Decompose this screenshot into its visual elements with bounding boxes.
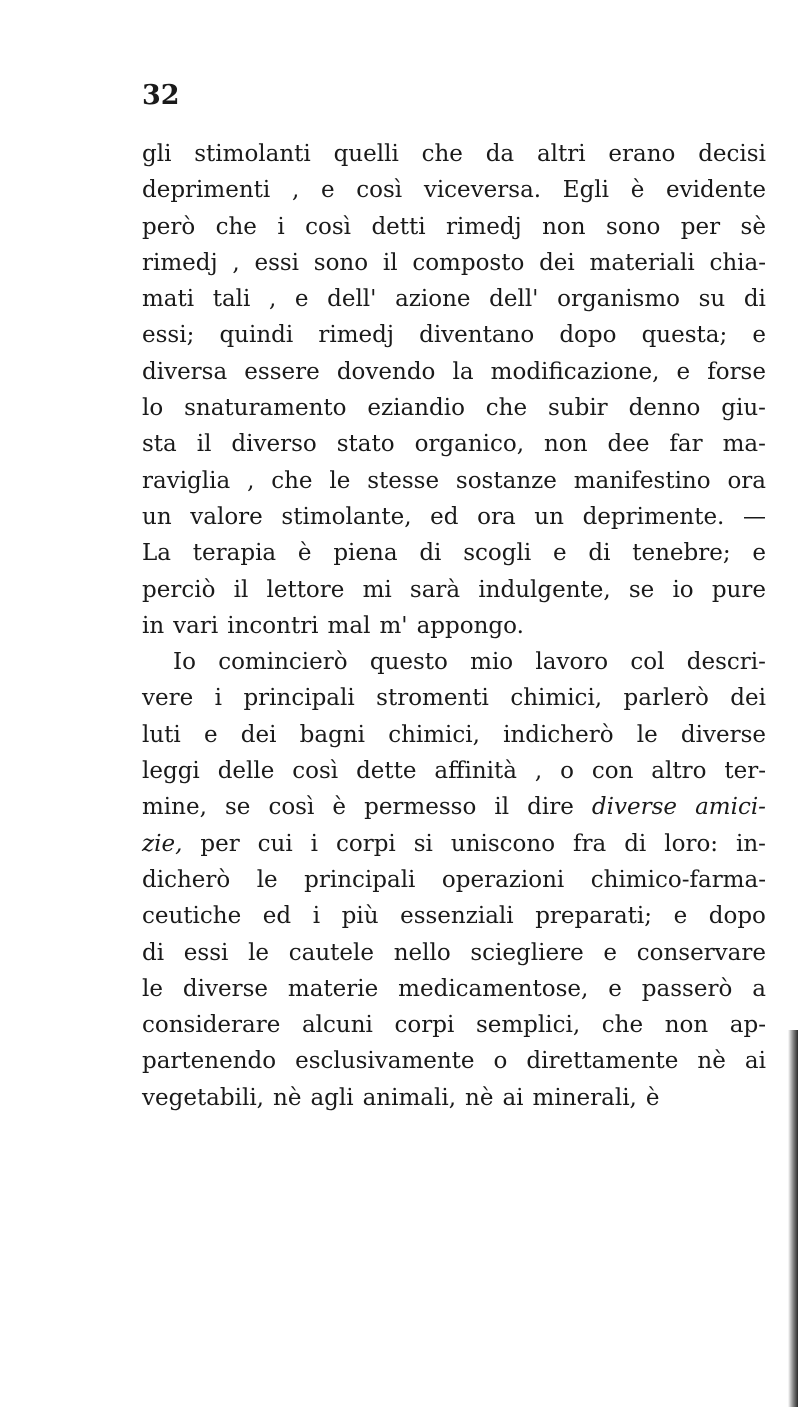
word: così (292, 758, 339, 785)
word: animali, (362, 1084, 457, 1111)
word: passerò (641, 975, 733, 1002)
word: lo (142, 395, 164, 422)
word: composto (412, 249, 525, 276)
text-line (142, 862, 766, 898)
word: gli (142, 141, 172, 167)
word: minerali, (532, 1084, 637, 1111)
word: dicherò (142, 866, 231, 893)
text-line (142, 317, 766, 353)
word: evidente (666, 177, 766, 204)
word: tali (212, 286, 251, 313)
page-number: 32 (142, 80, 180, 111)
word: le (636, 721, 658, 748)
word: mati (142, 286, 195, 313)
word: terapia (192, 540, 277, 567)
word: dell' (327, 286, 377, 313)
text-line (142, 753, 766, 789)
word: esclusivamente (295, 1048, 475, 1075)
text-line (142, 354, 766, 390)
word: leggi (142, 758, 200, 785)
word: stimolanti (194, 141, 311, 167)
word: viceversa. (423, 177, 542, 204)
word: ter- (724, 758, 766, 785)
text-line (142, 1043, 766, 1079)
word: però (142, 213, 196, 240)
word: erano (608, 141, 676, 167)
word: vegetabili, (142, 1084, 264, 1111)
word: per (200, 830, 240, 857)
word: i (214, 685, 223, 712)
text-line (142, 1080, 766, 1116)
word: e (552, 540, 567, 567)
word: le (142, 975, 163, 1002)
word: considerare (142, 1012, 281, 1039)
word: le (329, 467, 351, 494)
word: ap- (729, 1012, 766, 1039)
word: se (224, 794, 251, 821)
word: sta (142, 431, 177, 458)
word: che (421, 141, 463, 167)
word: , (534, 758, 543, 785)
word: zie, (142, 830, 183, 857)
text-line (142, 608, 766, 644)
word: , (268, 286, 277, 313)
word: dire (527, 794, 574, 821)
word: cautele (288, 939, 374, 966)
word: luti (142, 721, 181, 748)
word: direttamente (526, 1048, 679, 1075)
word: m' (379, 612, 408, 639)
text-line (142, 572, 766, 608)
word: lettore (266, 576, 345, 603)
word: sciegliere (470, 939, 584, 966)
text-line (142, 1007, 766, 1043)
word: amici- (695, 794, 766, 821)
word: a (752, 975, 766, 1002)
word: di (419, 540, 442, 567)
word: il (196, 431, 212, 458)
text-line (142, 499, 766, 535)
word: si (413, 830, 433, 857)
word: subir (547, 395, 608, 422)
word: Egli (562, 177, 610, 204)
word: indicherò (503, 721, 614, 748)
word: lavoro (535, 649, 609, 676)
word: quelli (333, 141, 399, 167)
word: quindi (219, 322, 294, 349)
word: il (382, 249, 398, 276)
word: loro: (664, 830, 719, 857)
word: diventano (419, 322, 535, 349)
word: così (356, 177, 403, 204)
word: è (630, 177, 645, 204)
word: è (645, 1084, 660, 1111)
word: corpi (394, 1012, 455, 1039)
word: è (297, 540, 312, 567)
word: dette (356, 758, 417, 785)
word: di (588, 540, 611, 567)
word: le (248, 939, 270, 966)
word: sostanze (455, 467, 557, 494)
word: e (752, 540, 766, 567)
word: di (624, 830, 647, 857)
word: modificazione, (490, 358, 660, 385)
word: preparati; (535, 903, 653, 930)
word: semplici, (475, 1012, 581, 1039)
word: dovendo (336, 358, 436, 385)
word: organico, (414, 431, 525, 458)
text-line (142, 390, 766, 426)
word: parlerò (623, 685, 709, 712)
word: mal (327, 612, 371, 639)
word: dopo (559, 322, 617, 349)
word: i (277, 213, 285, 240)
word: corpi (335, 830, 396, 857)
word: rimedj (318, 322, 394, 349)
text-line (142, 935, 766, 971)
word: da (485, 141, 515, 167)
word: non (544, 431, 588, 458)
word: ai (744, 1048, 766, 1075)
word: e (203, 721, 218, 748)
word: dei (730, 685, 766, 712)
word: azione (395, 286, 471, 313)
word: dee (607, 431, 650, 458)
body-text (142, 136, 766, 1116)
word: far (669, 431, 703, 458)
word: questa; (641, 322, 728, 349)
word: materie (287, 975, 379, 1002)
word: eziandio (367, 395, 465, 422)
word: stromenti (376, 685, 489, 712)
word: se (628, 576, 655, 603)
word: giu- (721, 395, 766, 422)
word: diverse (591, 794, 677, 821)
word: partenendo (142, 1048, 277, 1075)
word: i (310, 830, 319, 857)
text-line (142, 898, 766, 934)
word: forse (707, 358, 766, 385)
word: chimici, (510, 685, 603, 712)
word: bagni (299, 721, 365, 748)
word: raviglia (142, 467, 231, 494)
text-line (142, 789, 766, 825)
word: deprimenti (142, 177, 271, 204)
word: manifestino (573, 467, 711, 494)
word: essi (254, 249, 300, 276)
word: ceutiche (142, 903, 242, 930)
text-line (142, 172, 766, 208)
word: dei (539, 249, 575, 276)
word: dopo (708, 903, 766, 930)
word: in- (736, 830, 766, 857)
word: , (232, 249, 240, 276)
text-line (142, 209, 766, 245)
word: valore (190, 503, 263, 530)
page-edge-shadow (788, 1030, 798, 1407)
word: nè (273, 1084, 302, 1111)
word: essere (244, 358, 320, 385)
word: vere (142, 685, 194, 712)
text-line (142, 136, 766, 172)
word: altro (651, 758, 707, 785)
word: operazioni (441, 866, 565, 893)
word: , (247, 467, 255, 494)
word: incontri (227, 612, 319, 639)
word: chimici, (388, 721, 480, 748)
word: vari (173, 612, 219, 639)
word: chia- (709, 249, 766, 276)
word: dei (240, 721, 277, 748)
word: dell' (489, 286, 539, 313)
word: e (294, 286, 309, 313)
word: diversa (142, 358, 228, 385)
text-line (142, 717, 766, 753)
word: scogli (463, 540, 532, 567)
text-line (142, 281, 766, 317)
word: detti (371, 213, 426, 240)
word: i (312, 903, 321, 930)
word: chimico-farma- (590, 866, 766, 893)
word: essenziali (400, 903, 514, 930)
word: che (215, 213, 257, 240)
text-line (142, 826, 766, 862)
word: di (142, 939, 165, 966)
word: pure (711, 576, 766, 603)
word: cui (257, 830, 293, 857)
word: delle (217, 758, 275, 785)
text-line (142, 680, 766, 716)
word: essi (183, 939, 229, 966)
word: questo (369, 649, 448, 676)
word: ed (430, 503, 459, 530)
word: il (233, 576, 249, 603)
text-line (142, 426, 766, 462)
word: che (271, 467, 313, 494)
word: diverse (182, 975, 268, 1002)
word: ora (477, 503, 516, 530)
word: piena (333, 540, 398, 567)
word: snaturamento (184, 395, 347, 422)
word: io (672, 576, 694, 603)
word: le (256, 866, 278, 893)
word: o (493, 1048, 508, 1075)
word: ma- (722, 431, 766, 458)
word: mio (470, 649, 514, 676)
word: Io (173, 649, 196, 676)
text-line (142, 535, 766, 571)
word: nello (393, 939, 451, 966)
word: che (485, 395, 528, 422)
word: permesso (364, 794, 477, 821)
word: e (320, 177, 335, 204)
word: uniscono (450, 830, 556, 857)
word: La (142, 540, 171, 567)
word: diverse (680, 721, 766, 748)
word: — (743, 503, 766, 530)
word: fra (573, 830, 607, 857)
word: nè (697, 1048, 726, 1075)
word: materiali (589, 249, 695, 276)
word: descri- (686, 649, 766, 676)
word: alcuni (301, 1012, 373, 1039)
word: sarà (409, 576, 461, 603)
word: non (664, 1012, 709, 1039)
word: e (608, 975, 622, 1002)
word: rimedj (446, 213, 522, 240)
word: stesse (367, 467, 440, 494)
word: e (752, 322, 766, 349)
word: è (332, 794, 347, 821)
word: in (142, 612, 165, 639)
word: su (698, 286, 726, 313)
word: affinità (434, 758, 517, 785)
word: essi; (142, 322, 195, 349)
word: , (291, 177, 300, 204)
word: appongo. (416, 612, 524, 639)
word: sono (313, 249, 369, 276)
word: stato (336, 431, 395, 458)
text-line (142, 245, 766, 281)
word: comincierò (218, 649, 348, 676)
word: più (341, 903, 379, 930)
word: denno (628, 395, 701, 422)
word: perciò (142, 576, 216, 603)
word: di (743, 286, 766, 313)
word: tenebre; (632, 540, 731, 567)
word: la (452, 358, 474, 385)
word: per (680, 213, 721, 240)
text-line (142, 971, 766, 1007)
word: sè (740, 213, 766, 240)
word: ed (262, 903, 292, 930)
word: rimedj (142, 249, 218, 276)
word: mine, (142, 794, 207, 821)
word: che (601, 1012, 644, 1039)
word: deprimente. (582, 503, 725, 530)
word: e (676, 358, 691, 385)
word: ora (727, 467, 766, 494)
word: un (142, 503, 172, 530)
word: un (534, 503, 564, 530)
word: agli (310, 1084, 354, 1111)
word: e (603, 939, 618, 966)
word: diverso (231, 431, 317, 458)
word: non (542, 213, 586, 240)
word: con (591, 758, 634, 785)
text-line (142, 644, 766, 680)
word: decisi (698, 141, 766, 167)
word: medicamentose, (398, 975, 589, 1002)
word: sono (606, 213, 661, 240)
word: mi (362, 576, 392, 603)
word: altri (536, 141, 586, 167)
word: ai (502, 1084, 524, 1111)
word: indulgente, (478, 576, 611, 603)
word: organismo (557, 286, 681, 313)
word: nè (465, 1084, 494, 1111)
word: o (560, 758, 574, 785)
word: stimolante, (281, 503, 412, 530)
word: principali (243, 685, 355, 712)
word: conservare (636, 939, 766, 966)
word: col (630, 649, 665, 676)
word: così (305, 213, 352, 240)
word: così (268, 794, 315, 821)
word: principali (304, 866, 416, 893)
text-line (142, 463, 766, 499)
word: e (673, 903, 688, 930)
word: il (494, 794, 510, 821)
